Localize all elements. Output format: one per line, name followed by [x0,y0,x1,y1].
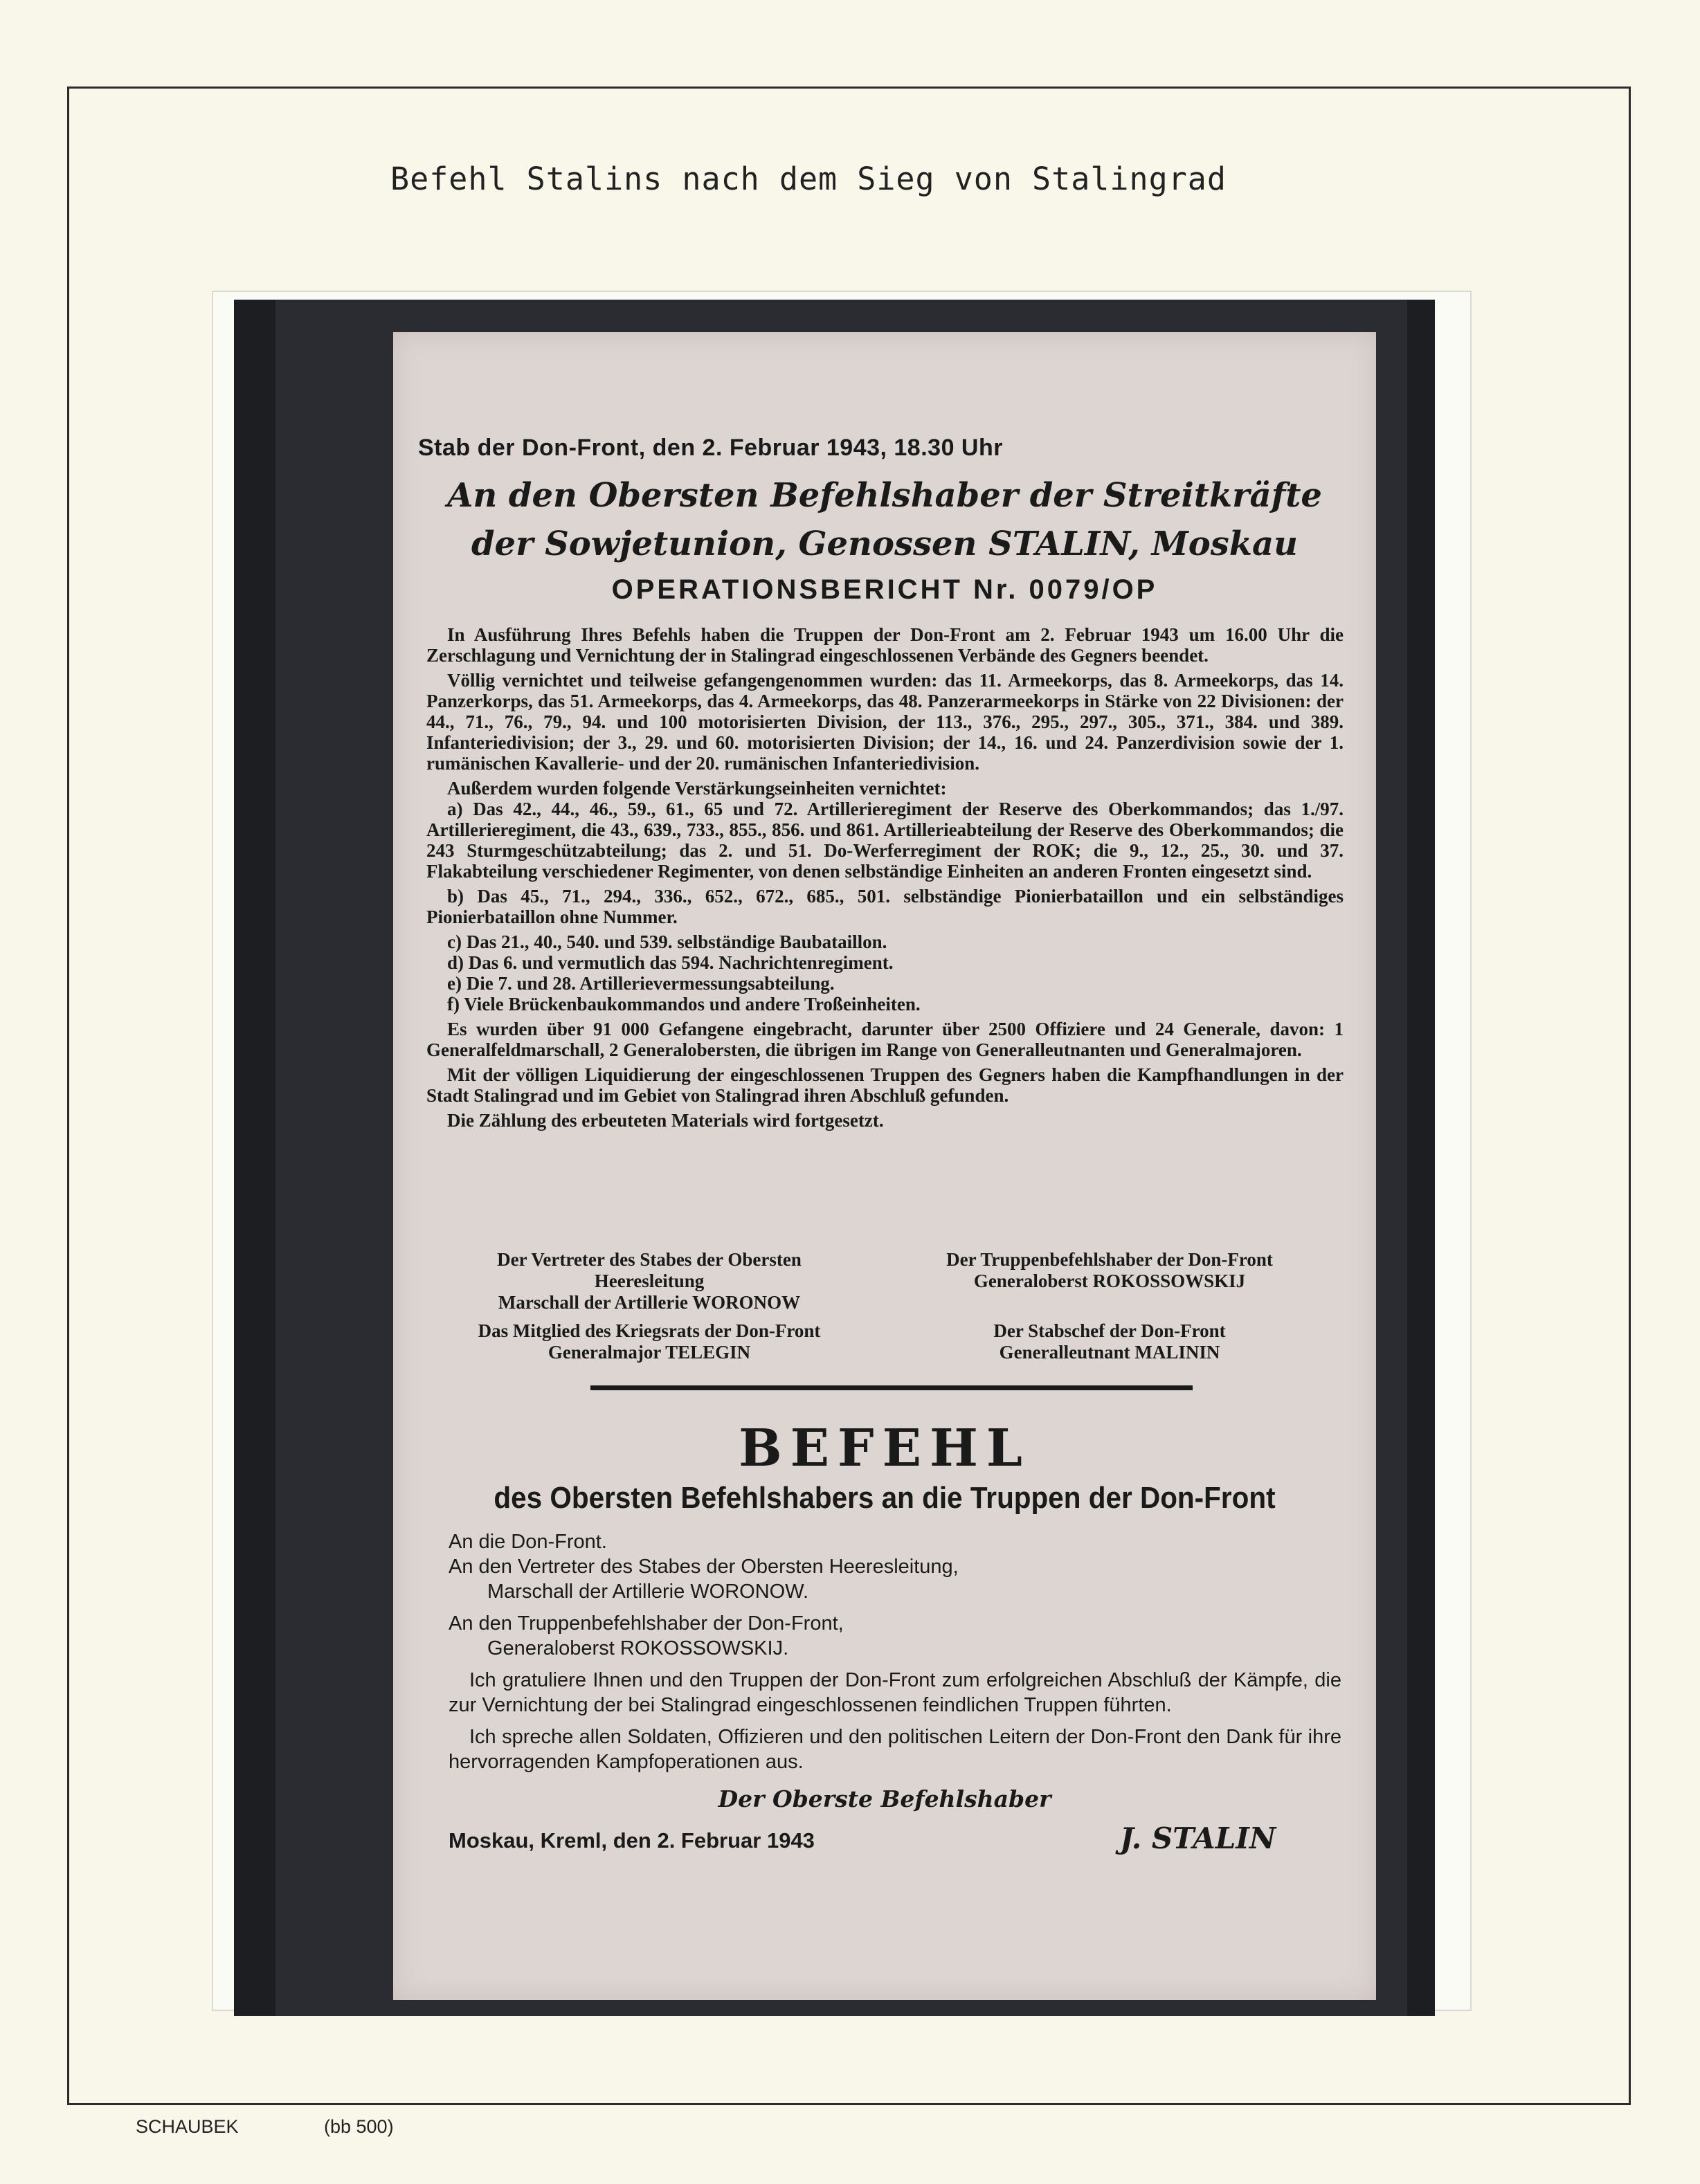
order-recipient: An den Vertreter des Stabes der Obersten Heeresleitung, [449,1556,959,1578]
order-subheading: des Obersten Befehlshabers an die Truppen der Don-Front [494,1481,1276,1515]
order-recipient: An die Don-Front. [449,1531,607,1553]
report-paragraph: Mit der völligen Liquidierung der eingeschlossenen Truppen des Gegners haben die Kampfhandlungen in der Stadt Stalingrad und im Gebiet von Stalingrad ihren Abschluß gefunden. [426,1064,1344,1106]
report-header: Stab der Don-Front, den 2. Februar 1943, 18.30 Uhr [418,435,1003,461]
signature-line: Marschall der Artillerie WORONOW [498,1292,801,1313]
report-title: OPERATIONSBERICHT Nr. 0079/OP [611,574,1158,605]
order-signer-name: J. STALIN [1120,1821,1276,1855]
signature-line: Generalleutnant MALININ [999,1342,1220,1363]
order-recipient: An den Truppenbefehlshaber der Don-Front, [449,1612,844,1635]
section-divider [590,1385,1193,1390]
report-paragraph: d) Das 6. und vermutlich das 594. Nachrichtenregiment. [447,952,894,973]
mount-edge-right [1407,300,1435,2016]
leaflet-document [393,332,1376,2000]
signature-line: Generalmajor TELEGIN [548,1342,751,1363]
report-paragraph: b) Das 45., 71., 294., 336., 652., 672., 685., 501. selbständige Pionierbataillon und ein selbständiges Pionierbataillon ohne Nummer. [426,886,1344,927]
order-signer-title: Der Oberste Befehlshaber [718,1785,1051,1812]
order-recipient: Generaloberst ROKOSSOWSKIJ. [487,1637,789,1659]
signature-line: Heeresleitung [594,1271,705,1291]
order-paragraph: Ich gratuliere Ihnen und den Truppen der Don-Front zum erfolgreichen Abschluß der Kämpfe, die zur Vernichtung der bei Stalingrad eingeschlossenen feindlichen Truppen führten. [449,1669,1341,1716]
report-paragraph: Es wurden über 91 000 Gefangene eingebracht, darunter über 2500 Offiziere und 24 Generale, davon: 1 Generalfeldmarschall, 2 Generalobersten, die übrigen im Range von Generalleutnanten und Generalmajoren. [426,1019,1344,1060]
report-addressee-line2: der Sowjetunion, Genossen STALIN, Moskau [471,525,1299,563]
order-place-date: Moskau, Kreml, den 2. Februar 1943 [449,1828,815,1853]
signature-line: Das Mitglied des Kriegsrats der Don-Front [478,1320,821,1341]
report-addressee-line1: An den Obersten Befehlshaber der Streitkräfte [447,476,1322,515]
report-paragraph: Völlig vernichtet und teilweise gefangengenommen wurden: das 11. Armeekorps, das 8. Armeekorps, das 14. Panzerkorps, das 51. Armeekorps, das 4. Armeekorps, das 48. Panzerarmeekorps in Stärke von 22 Divisionen: der 44., 71., 76., 79., 94. und 100 motorisierten Division, der 113., 376., 295., 297., 305., 371., 384. und 389. Infanteriedivision; der 3., 29. und 60. motorisierten Division; der 14., 16. und 24. Panzerdivision sowie der 1. rumänischen Kavallerie- und der 20. rumänischen Infanteriedivision. [426,670,1344,774]
album-page-title: Befehl Stalins nach dem Sieg von Stalingrad [390,161,1227,197]
footer-brand: SCHAUBEK [136,2116,239,2137]
report-paragraph: c) Das 21., 40., 540. und 539. selbständige Baubataillon. [447,931,887,952]
order-paragraph: Ich spreche allen Soldaten, Offizieren und den politischen Leitern der Don-Front den Dank für ihre hervorragenden Kampfoperationen aus. [449,1726,1341,1773]
order-body [449,1529,1341,1774]
order-recipient: Marschall der Artillerie WORONOW. [487,1581,809,1603]
report-paragraph: In Ausführung Ihres Befehls haben die Truppen der Don-Front am 2. Februar 1943 um 16.00 Uhr die Zerschlagung und Vernichtung der in Stalingrad eingeschlossenen Verbände des Gegners beendet. [426,624,1344,666]
report-paragraph: f) Viele Brückenbaukommandos und andere Troßeinheiten. [447,994,921,1014]
signature-malinin [892,1320,1328,1363]
signature-line: Der Vertreter des Stabes der Obersten [497,1249,802,1270]
signature-rokossowskij [892,1249,1328,1292]
report-paragraph: Die Zählung des erbeuteten Materials wird fortgesetzt. [447,1110,884,1131]
signature-telegin [435,1320,864,1363]
report-paragraph: a) Das 42., 44., 46., 59., 61., 65 und 72. Artillerieregiment der Reserve des Oberkommandos; das 1./97. Artillerieregiment, die 43., 639., 733., 855., 856. und 861. Artillerieabteilung der Reserve des Oberkommandos; die 243 Sturmgeschützabteilung; das 2. und 51. Do-Werferregiment der ROK; die 9., 12., 25., 30. und 37. Flakabteilung verschiedener Regimenter, von denen selbständige Einheiten an anderen Fronten eingesetzt sind. [426,799,1344,882]
footer-code: (bb 500) [324,2116,394,2137]
report-paragraph: Außerdem wurden folgende Verstärkungseinheiten vernichtet: [447,778,947,799]
mount-edge-left [234,300,275,2016]
report-paragraph: e) Die 7. und 28. Artillerievermessungsabteilung. [447,973,835,994]
signature-woronow [435,1249,864,1313]
signature-line: Generaloberst ROKOSSOWSKIJ [973,1271,1246,1291]
report-body [426,624,1344,1135]
signature-line: Der Stabschef der Don-Front [993,1320,1226,1341]
order-heading: BEFEHL [739,1419,1031,1478]
signature-line: Der Truppenbefehlshaber der Don-Front [946,1249,1273,1270]
